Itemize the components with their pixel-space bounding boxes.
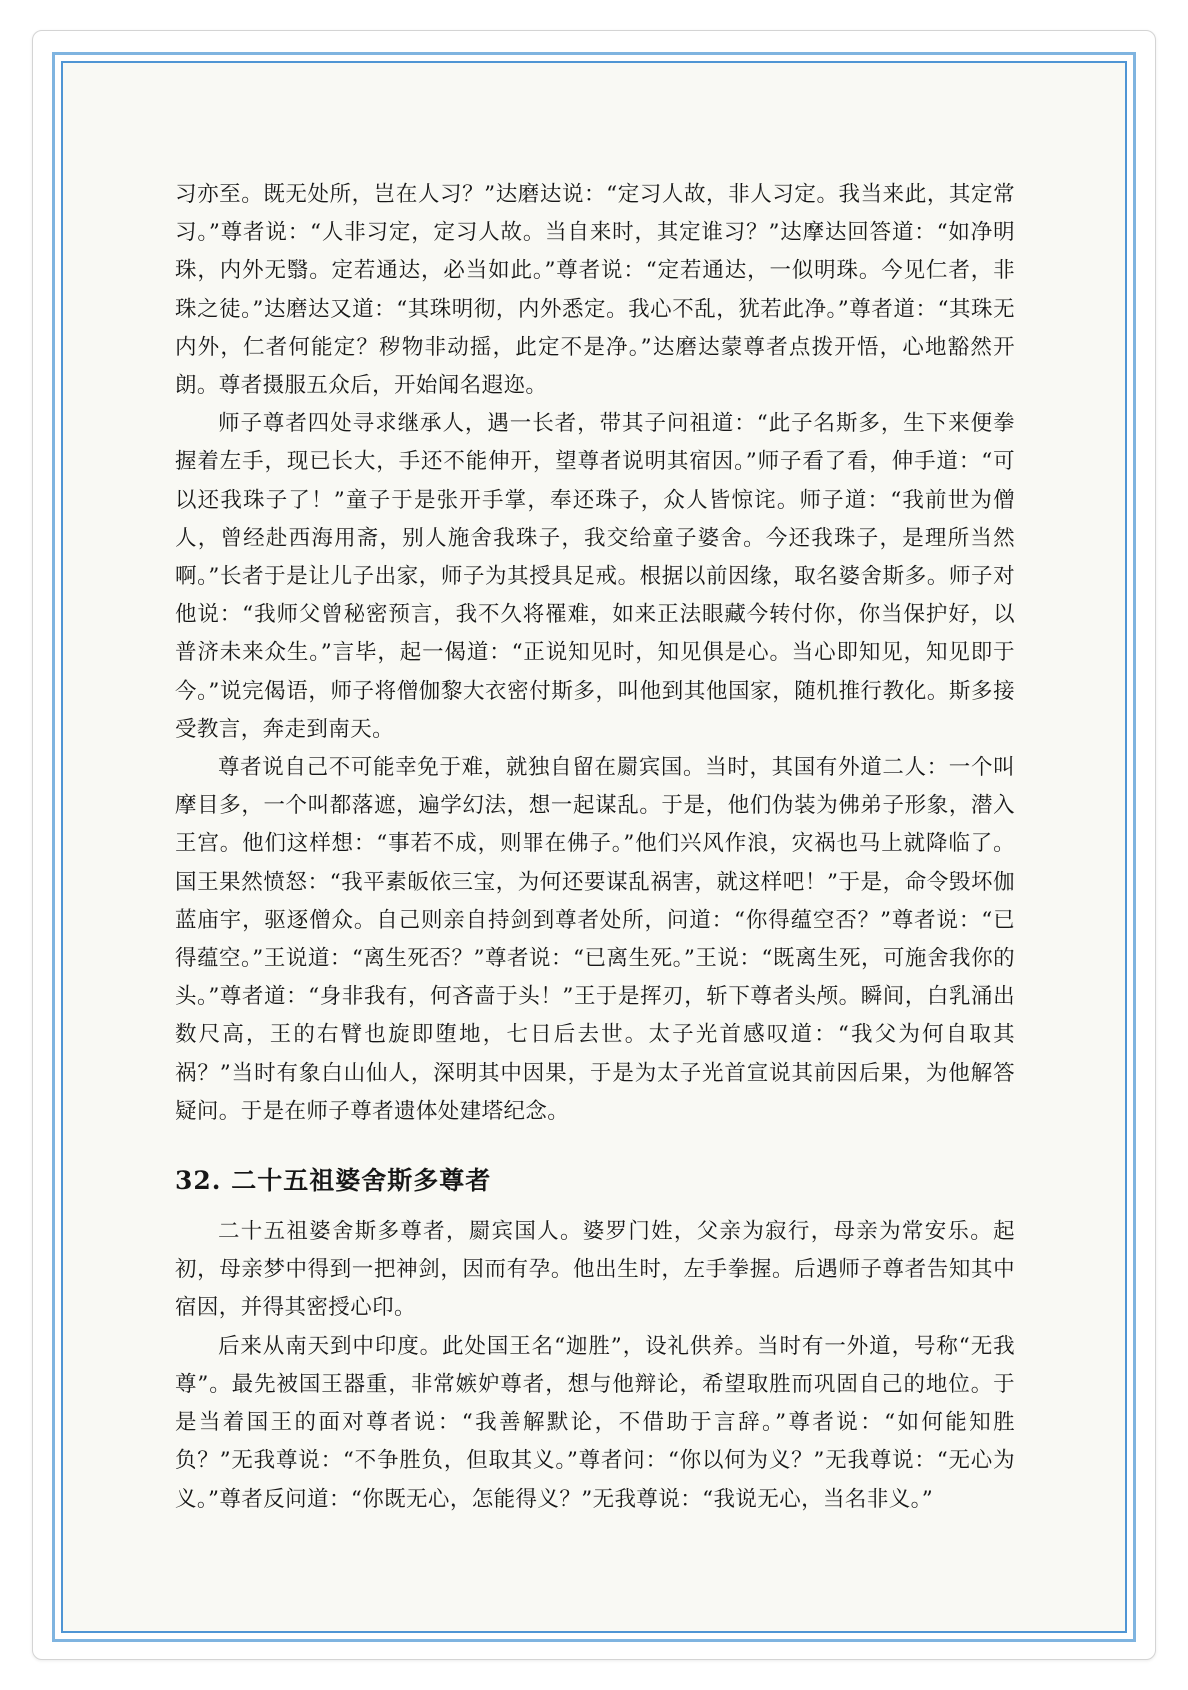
document-body <box>175 176 1015 1519</box>
paragraph: 后来从南天到中印度。此处国王名“迦胜”，设礼供养。当时有一外道，号称“无我尊”。最先被国王器重，非常嫉妒尊者，想与他辩论，希望取胜而巩固自己的地位。于是当着国王的面对尊者说：“我善解默论，不借助于言辞。”尊者说：“如何能知胜负？”无我尊说：“不争胜负，但取其义。”尊者问：“你以何为义？”无我尊说：“无心为义。”尊者反问道：“你既无心，怎能得义？”无我尊说：“我说无心，当名非义。” <box>175 1333 1015 1512</box>
paragraph: 二十五祖婆舍斯多尊者，罽宾国人。婆罗门姓，父亲为寂行，母亲为常安乐。起初，母亲梦中得到一把神剑，因而有孕。他出生时，左手拳握。后遇师子尊者告知其中宿因，并得其密授心印。 <box>175 1219 1015 1321</box>
paragraph: 习亦至。既无处所，岂在人习？”达磨达说：“定习人故，非人习定。我当来此，其定常习。”尊者说：“人非习定，定习人故。当自来时，其定谁习？”达摩达回答道：“如净明珠，内外无翳。定若通达，必当如此。”尊者说：“定若通达，一似明珠。今见仁者，非珠之徒。”达磨达又道：“其珠明彻，内外悉定。我心不乱，犹若此净。”尊者道：“其珠无内外，仁者何能定？秽物非动摇，此定不是净。”达磨达蒙尊者点拨开悟，心地豁然开朗。尊者摄服五众后，开始闻名遐迩。 <box>175 182 1015 399</box>
paragraph: 尊者说自己不可能幸免于难，就独自留在罽宾国。当时，其国有外道二人：一个叫摩目多，一个叫都落遮，遍学幻法，想一起谋乱。于是，他们伪装为佛弟子形象，潜入王宫。他们这样想：“事若不成，则罪在佛子。”他们兴风作浪，灾祸也马上就降临了。国王果然愤怒：“我平素皈依三宝，为何还要谋乱祸害，就这样吧！”于是，命令毁坏伽蓝庙宇，驱逐僧众。自己则亲自持剑到尊者处所，问道：“你得蕴空否？”尊者说：“已得蕴空。”王说道：“离生死否？”尊者说：“已离生死。”王说：“既离生死，可施舍我你的头。”尊者道：“身非我有，何吝啬于头！”王于是挥刃，斩下尊者头颅。瞬间，白乳涌出数尺高，王的右臂也旋即堕地，七日后去世。太子光首感叹道：“我父为何自取其祸？”当时有象白山仙人，深明其中因果，于是为太子光首宣说其前因后果，为他解答疑问。于是在师子尊者遗体处建塔纪念。 <box>175 755 1015 1124</box>
section-title: 32. 二十五祖婆舍斯多尊者 <box>175 1166 492 1196</box>
paragraph: 师子尊者四处寻求继承人，遇一长者，带其子问祖道：“此子名斯多，生下来便拳握着左手，现已长大，手还不能伸开，望尊者说明其宿因。”师子看了看，伸手道：“可以还我珠子了！”童子于是张开手掌，奉还珠子，众人皆惊诧。师子道：“我前世为僧人，曾经赴西海用斋，别人施舍我珠子，我交给童子婆舍。今还我珠子，是理所当然啊。”长者于是让儿子出家，师子为其授具足戒。根据以前因缘，取名婆舍斯多。师子对他说：“我师父曾秘密预言，我不久将罹难，如来正法眼藏今转付你，你当保护好，以普济未来众生。”言毕，起一偈道：“正说知见时，知见俱是心。当心即知见，知见即于今。”说完偈语，师子将僧伽黎大衣密付斯多，叫他到其他国家，随机推行教化。斯多接受教言，奔走到南天。 <box>175 411 1015 742</box>
